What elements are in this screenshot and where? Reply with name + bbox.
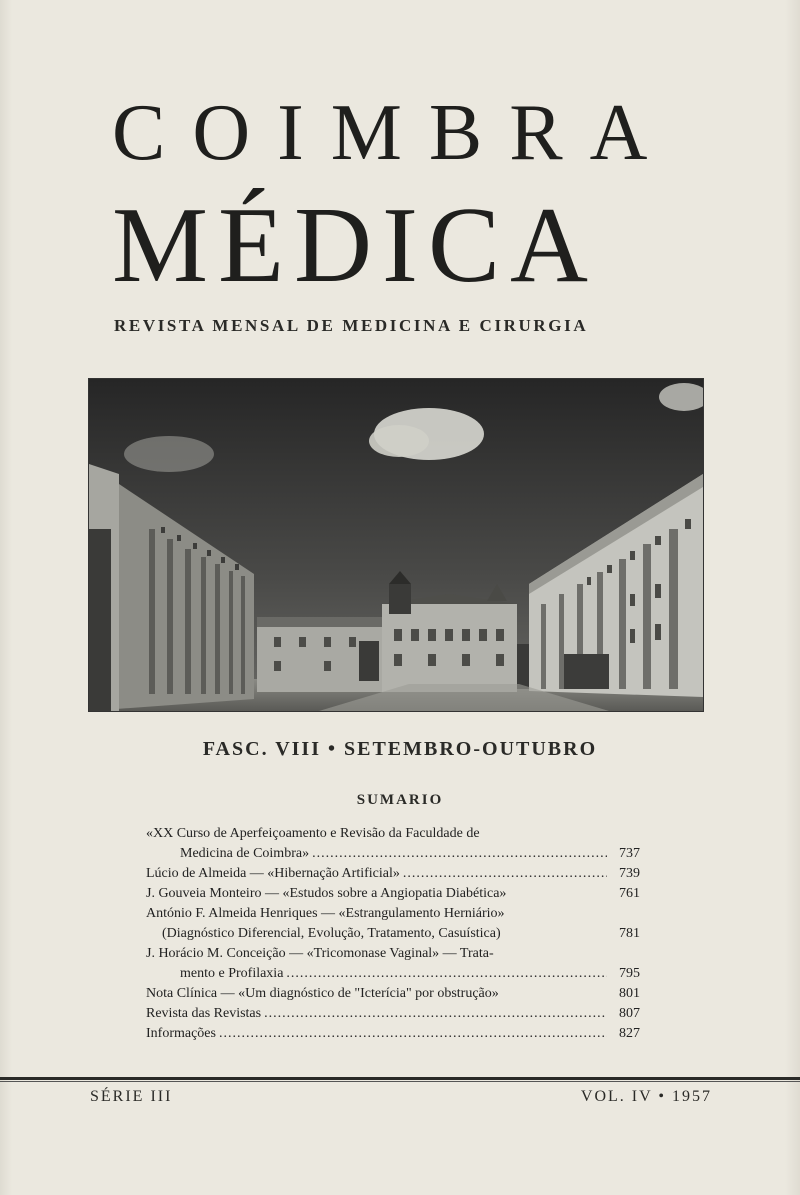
toc-entry [146, 944, 640, 964]
dot-leader [312, 844, 607, 864]
toc-entry-page: 737 [619, 846, 640, 861]
toc-entry-text: J. Horácio M. Conceição — «Tricomonase Vaginal» — Trata- [146, 946, 494, 961]
toc-entry [146, 884, 640, 904]
toc-entry-page: 801 [619, 986, 640, 1001]
toc-entry-text: Revista das Revistas [146, 1006, 262, 1021]
toc-entry [146, 904, 640, 924]
toc-entry [146, 964, 640, 984]
toc-entry-text: (Diagnóstico Diferencial, Evolução, Tratamento, Casuística) [162, 926, 501, 941]
contents-heading: SUMARIO [356, 792, 444, 808]
dot-leader [264, 1004, 607, 1024]
dot-leader [219, 1024, 607, 1044]
toc-entry [146, 984, 640, 1004]
toc-entry-page: 761 [619, 886, 640, 901]
fascicle-line: FASC. VIII • SETEMBRO-OUTUBRO [202, 738, 598, 760]
toc-entry-text: Nota Clínica — «Um diagnóstico de "Icterícia" por obstrução» [146, 986, 499, 1001]
toc-entry [146, 844, 640, 864]
toc-entry [146, 824, 640, 844]
series-label: SÉRIE III [90, 1088, 173, 1105]
toc-entry-text: Medicina de Coimbra» [180, 846, 310, 861]
toc-entry [146, 1024, 640, 1044]
toc-entry-text: António F. Almeida Henriques — «Estrangulamento Herniário» [146, 906, 505, 921]
toc-entry [146, 864, 640, 884]
toc-entry-page: 827 [619, 1026, 640, 1041]
subtitle: REVISTA MENSAL DE MEDICINA E CIRURGIA [114, 316, 589, 335]
title-coimbra: COIMBRA [112, 89, 675, 177]
toc-entry-page: 795 [619, 966, 640, 981]
footer-rule [0, 1077, 800, 1080]
volume-label: VOL. IV • 1957 [580, 1088, 712, 1105]
toc-entry [146, 1004, 640, 1024]
toc-entry-text: J. Gouveia Monteiro — «Estudos sobre a Angiopatia Diabética» [146, 886, 507, 901]
dot-leader [286, 964, 607, 984]
toc-entry [146, 924, 640, 944]
university-courtyard-photo [88, 378, 704, 712]
dot-leader [403, 864, 607, 884]
toc-entry-text: mento e Profilaxia [180, 966, 284, 981]
footer-rule-thin [0, 1081, 800, 1082]
toc-entry-page: 781 [619, 926, 640, 941]
toc-entry-page: 739 [619, 866, 640, 881]
toc-entry-page: 807 [619, 1006, 640, 1021]
toc-entry-text: «XX Curso de Aperfeiçoamento e Revisão da Faculdade de [146, 826, 480, 841]
toc-entry-text: Informações [146, 1026, 216, 1041]
title-medica: MÉDICA [112, 186, 598, 305]
toc-entry-text: Lúcio de Almeida — «Hibernação Artificial» [146, 866, 400, 881]
table-of-contents [146, 824, 640, 1044]
